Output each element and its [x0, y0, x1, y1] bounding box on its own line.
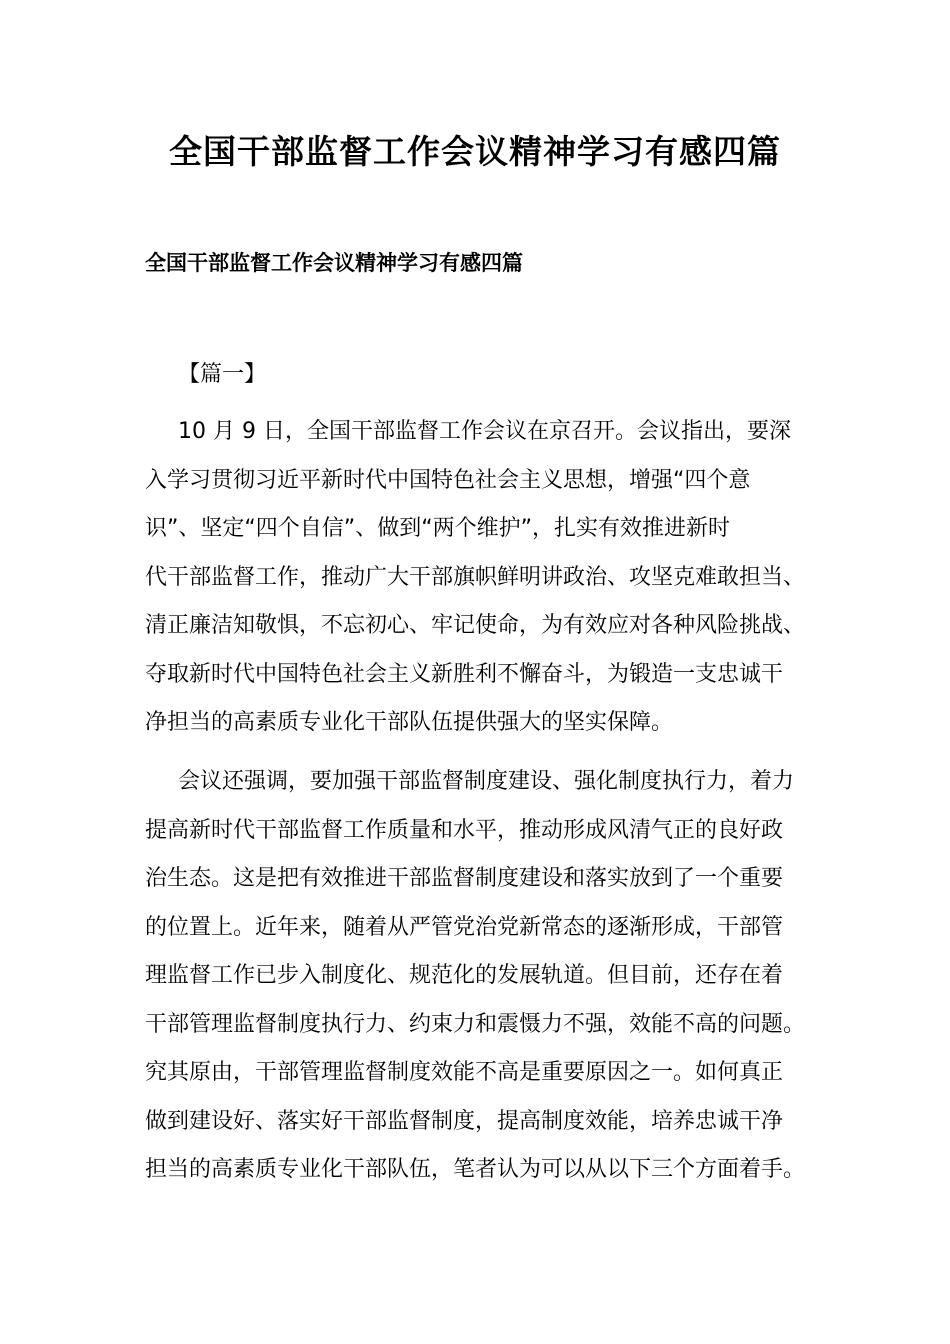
paragraph-line: 担当的高素质专业化干部队伍，笔者认为可以从以下三个方面着手。: [145, 1157, 806, 1182]
paragraph-line: 究其原由，干部管理监督制度效能不高是重要原因之一。如何真正: [145, 1060, 784, 1085]
paragraph-line: 的位置上。近年来，随着从严管党治党新常态的逐渐形成，干部管: [145, 914, 784, 940]
paragraph-line: 会议还强调，要加强干部监督制度建设、强化制度执行力，着力: [178, 769, 795, 794]
paragraph-line: 治生态。这是把有效推进干部监督制度建设和落实放到了一个重要: [145, 866, 784, 891]
document-title: 全国干部监督工作会议精神学习有感四篇: [169, 132, 781, 171]
paragraph-line: 干部管理监督制度执行力、约束力和震慑力不强，效能不高的问题。: [145, 1011, 806, 1037]
paragraph-line: 识”、坚定“四个自信”、做到“两个维护”，扎实有效推进新时: [145, 516, 730, 541]
section-heading: 【篇一】: [178, 362, 267, 387]
document-subtitle: 全国干部监督工作会议精神学习有感四篇: [145, 251, 523, 275]
paragraph-2: [145, 758, 810, 1195]
paragraph-line: 代干部监督工作，推动广大干部旗帜鲜明讲政治、攻坚克难敢担当、: [145, 564, 806, 590]
paragraph-line: 入学习贯彻习近平新时代中国特色社会主义思想，增强“四个意: [145, 467, 751, 493]
paragraph-line: 理监督工作已步入制度化、规范化的发展轨道。但目前，还存在着: [145, 963, 784, 988]
paragraph-line: 10 月 9 日，全国干部监督工作会议在京召开。会议指出，要深: [178, 419, 791, 444]
paragraph-line: 清正廉洁知敬惧，不忘初心、牢记使命，为有效应对各种风险挑战、: [145, 613, 806, 638]
paragraph-line: 夺取新时代中国特色社会主义新胜利不懈奋斗，为锻造一支忠诚干: [145, 661, 784, 687]
paragraph-line: 提高新时代干部监督工作质量和水平，推动形成风清气正的良好政: [145, 817, 784, 843]
paragraph-1: [145, 408, 810, 748]
paragraph-line: 做到建设好、落实好干部监督制度，提高制度效能，培养忠诚干净: [145, 1108, 784, 1134]
paragraph-line: 净担当的高素质专业化干部队伍提供强大的坚实保障。: [145, 710, 674, 735]
